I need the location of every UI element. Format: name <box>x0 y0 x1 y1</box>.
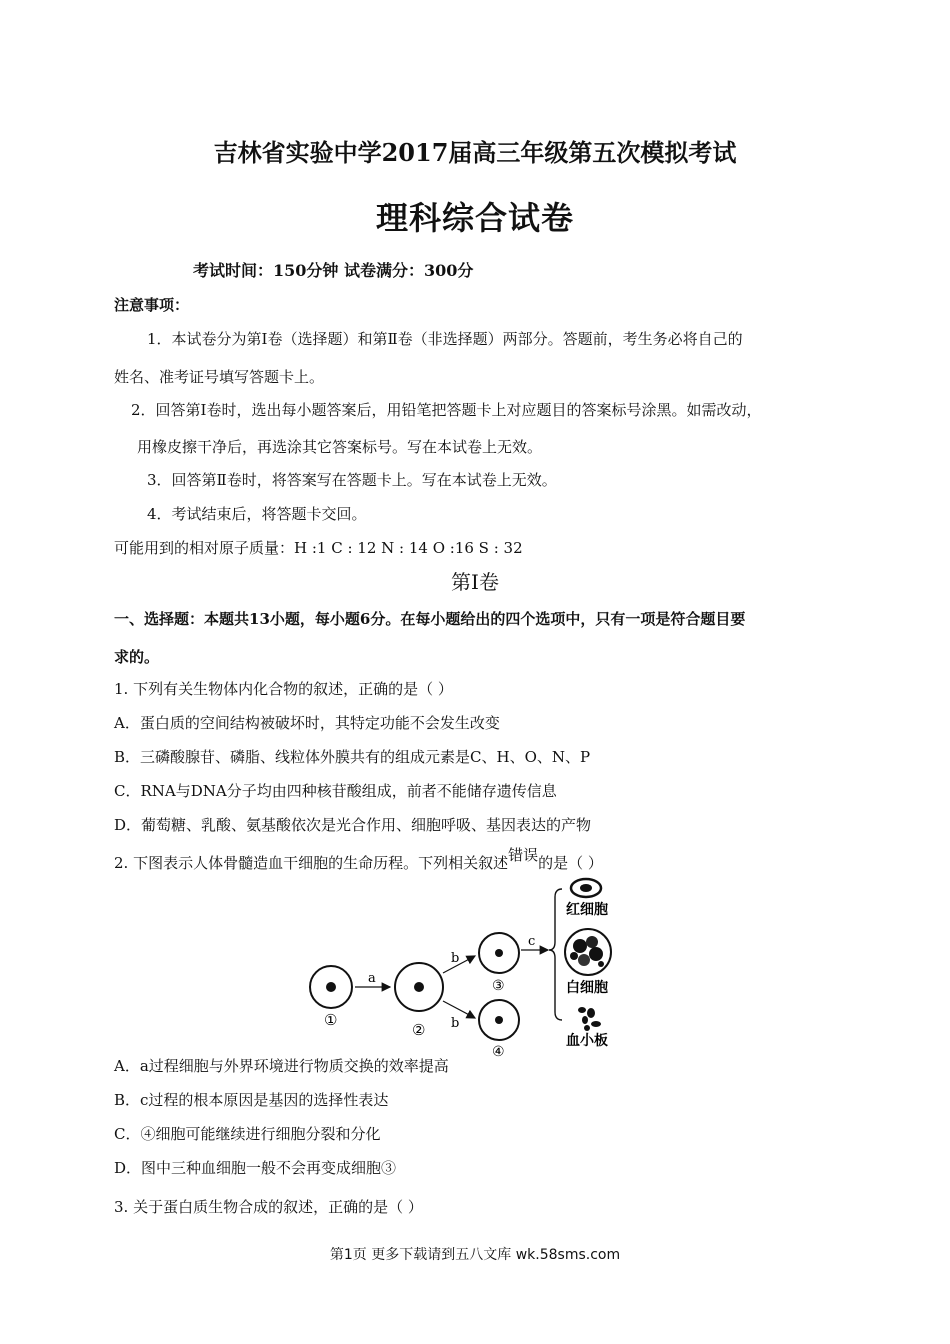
white-blood-cell-label: 白细胞 <box>566 980 608 996</box>
question-1-option-c: C．RNA与DNA分子均由四种核苷酸组成，前者不能储存遗传信息 <box>114 782 557 800</box>
notice-item-2-line-2: 用橡皮擦干净后，再选涂其它答案标号。写在本试卷上无效。 <box>137 438 543 456</box>
red-blood-cell-icon <box>571 879 601 897</box>
platelet-icon <box>578 1007 601 1031</box>
question-2-stem-after: 的是（ ） <box>538 854 603 872</box>
cell-4 <box>479 1000 519 1040</box>
paper-title: 理科综合试卷 <box>375 199 574 237</box>
question-1-stem: 1. 下列有关生物体内化合物的叙述，正确的是（ ） <box>114 680 453 698</box>
question-2-stem-before: 2. 下图表示人体骨髓造血干细胞的生命历程。下列相关叙述 <box>114 854 509 872</box>
question-2-emphasis: 错误 <box>508 846 539 864</box>
exam-info: 考试时间：150分钟 试卷满分：300分 <box>193 261 474 280</box>
white-blood-cell-icon <box>565 929 611 975</box>
question-2-option-c: C．④细胞可能继续进行细胞分裂和分化 <box>114 1125 381 1143</box>
volume-title: 第Ⅰ卷 <box>451 570 499 594</box>
cell-2 <box>395 963 443 1011</box>
notice-item-1-line-1: 1．本试卷分为第Ⅰ卷（选择题）和第Ⅱ卷（非选择题）两部分。答题前，考生务必将自己的 <box>147 330 743 348</box>
question-1-option-a: A．蛋白质的空间结构被破坏时，其特定功能不会发生改变 <box>114 714 500 732</box>
notice-heading: 注意事项： <box>114 296 190 314</box>
section-1-heading-line-2: 求的。 <box>114 648 160 666</box>
arrow-b-down-label: b <box>451 1016 460 1031</box>
platelet-label: 血小板 <box>566 1033 608 1049</box>
cell-3-label: ③ <box>492 978 505 994</box>
atomic-mass-line: 可能用到的相对原子质量：H :1 C : 12 N : 14 O :16 S : 32 <box>114 539 523 557</box>
question-1-option-b: B．三磷酸腺苷、磷脂、线粒体外膜共有的组成元素是C、H、O、N、P <box>114 748 591 766</box>
brace <box>549 889 562 1020</box>
cell-3 <box>479 933 519 973</box>
section-1-heading-line-1: 一、选择题：本题共13小题，每小题6分。在每小题给出的四个选项中，只有一项是符合题目要 <box>114 610 746 628</box>
arrow-c-label: c <box>528 934 536 949</box>
cell-1-label: ① <box>324 1011 338 1029</box>
question-2-option-d: D．图中三种血细胞一般不会再变成细胞③ <box>114 1159 397 1177</box>
notice-item-1-line-2: 姓名、准考证号填写答题卡上。 <box>114 368 325 386</box>
cell-1 <box>310 966 352 1008</box>
question-2-option-b: B．c过程的根本原因是基因的选择性表达 <box>114 1091 389 1109</box>
question-3-stem: 3. 关于蛋白质生物合成的叙述，正确的是（ ） <box>114 1198 423 1216</box>
notice-item-3: 3．回答第Ⅱ卷时，将答案写在答题卡上。写在本试卷上无效。 <box>147 471 557 489</box>
arrow-a-label: a <box>368 971 376 986</box>
hematopoiesis-diagram <box>300 872 630 1062</box>
question-2-stem <box>114 846 603 873</box>
question-1-option-d: D．葡萄糖、乳酸、氨基酸依次是光合作用、细胞呼吸、基因表达的产物 <box>114 816 592 834</box>
question-2-option-a: A．a过程细胞与外界环境进行物质交换的效率提高 <box>114 1057 449 1075</box>
school-exam-title: 吉林省实验中学2017届高三年级第五次模拟考试 <box>213 138 737 167</box>
notice-item-2-line-1: 2．回答第Ⅰ卷时，选出每小题答案后，用铅笔把答题卡上对应题目的答案标号涂黑。如需改动， <box>131 401 762 419</box>
cell-2-label: ② <box>412 1021 426 1039</box>
red-blood-cell-label: 红细胞 <box>566 902 608 918</box>
page-footer: 第1页 更多下载请到五八文库 wk.58sms.com <box>329 1247 621 1263</box>
notice-item-4: 4．考试结束后，将答题卡交回。 <box>147 505 367 523</box>
cell-4-label: ④ <box>492 1044 505 1060</box>
arrow-b-up-label: b <box>451 951 460 966</box>
